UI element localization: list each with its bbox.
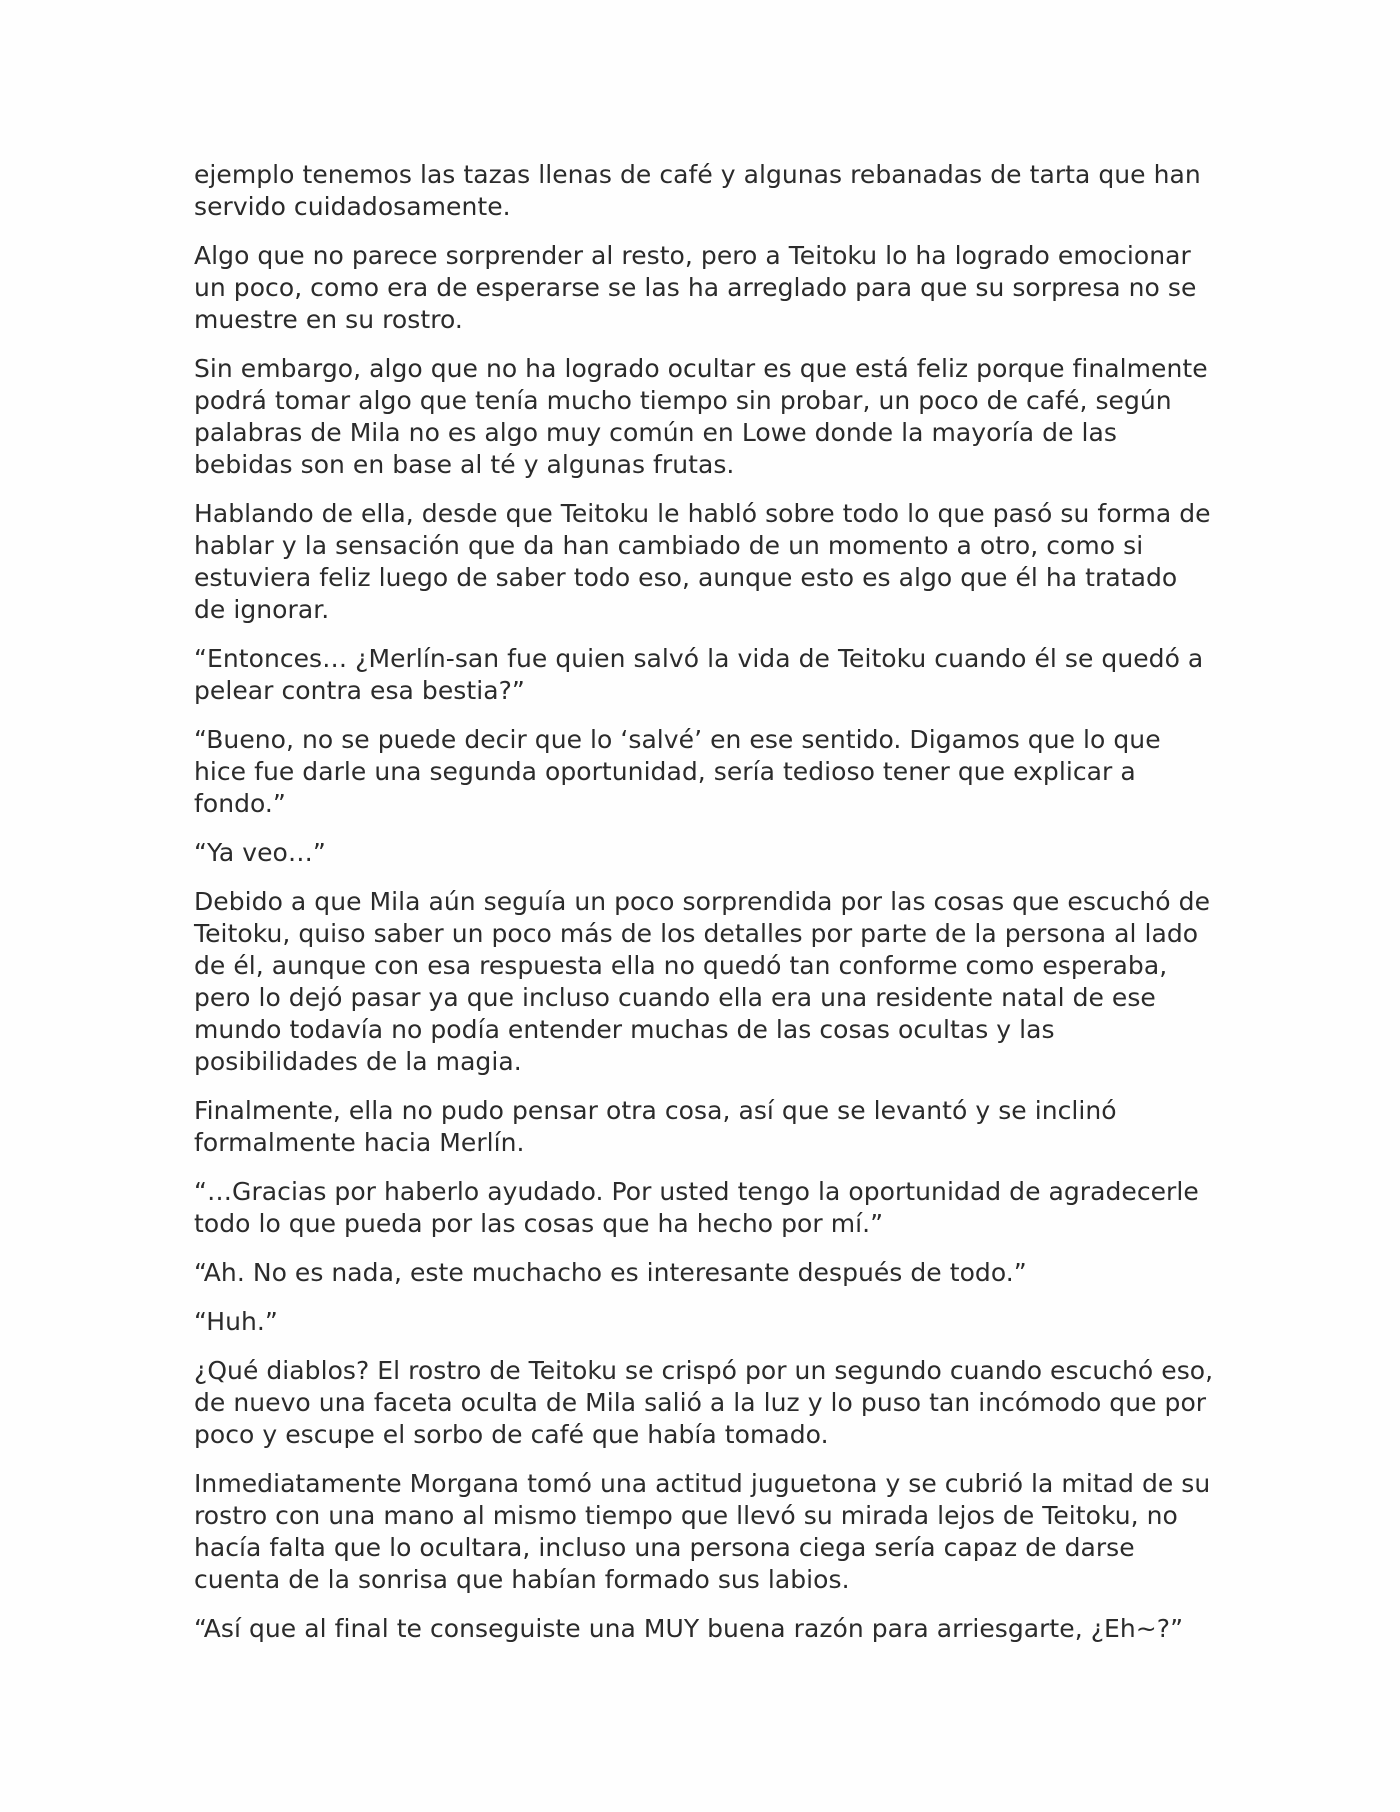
document-body <box>194 159 1214 1662</box>
paragraph: ejemplo tenemos las tazas llenas de café y algunas rebanadas de tarta que han servido cuidadosamente. <box>194 160 1201 221</box>
dialogue-line: “Entonces… ¿Merlín-san fue quien salvó la vida de Teitoku cuando él se quedó a pelear contra esa bestia?” <box>194 644 1204 705</box>
dialogue-line: “Bueno, no se puede decir que lo ‘salvé’ en ese sentido. Digamos que lo que hice fue darle una segunda oportunidad, sería tedioso tener que explicar a fondo.” <box>194 725 1161 818</box>
paragraph: Debido a que Mila aún seguía un poco sorprendida por las cosas que escuchó de Teitoku, quiso saber un poco más de los detalles por parte de la persona al lado de él, aunque con esa respuesta ella no quedó tan conforme como esperaba, pero lo dejó pasar ya que incluso cuando ella era una residente natal de ese mundo todavía no podía entender muchas de las cosas ocultas y las posibilidades de la magia. <box>194 887 1210 1076</box>
dialogue-line: “Ah. No es nada, este muchacho es interesante después de todo.” <box>194 1258 1027 1287</box>
dialogue-line: “Huh.” <box>194 1307 278 1336</box>
paragraph: Finalmente, ella no pudo pensar otra cosa, así que se levantó y se inclinó formalmente hacia Merlín. <box>194 1096 1117 1157</box>
dialogue-line: “…Gracias por haberlo ayudado. Por usted tengo la oportunidad de agradecerle todo lo que pueda por las cosas que ha hecho por mí.” <box>194 1177 1199 1238</box>
paragraph: Inmediatamente Morgana tomó una actitud juguetona y se cubrió la mitad de su rostro con una mano al mismo tiempo que llevó su mirada lejos de Teitoku, no hacía falta que lo ocultara, incluso una persona ciega sería capaz de darse cuenta de la sonrisa que habían formado sus labios. <box>194 1469 1211 1594</box>
paragraph: Hablando de ella, desde que Teitoku le habló sobre todo lo que pasó su forma de hablar y la sensación que da han cambiado de un momento a otro, como si estuviera feliz luego de saber todo eso, aunque esto es algo que él ha tratado de ignorar. <box>194 499 1211 624</box>
paragraph: Sin embargo, algo que no ha logrado ocultar es que está feliz porque finalmente podrá tomar algo que tenía mucho tiempo sin probar, un poco de café, según palabras de Mila no es algo muy común en Lowe donde la mayoría de las bebidas son en base al té y algunas frutas. <box>194 354 1208 479</box>
paragraph: Algo que no parece sorprender al resto, pero a Teitoku lo ha logrado emocionar un poco, como era de esperarse se las ha arreglado para que su sorpresa no se muestre en su rostro. <box>194 241 1197 334</box>
dialogue-line: “Ya veo…” <box>194 838 326 867</box>
dialogue-line: “Así que al final te conseguiste una MUY buena razón para arriesgarte, ¿Eh~?” <box>194 1614 1184 1643</box>
paragraph: ¿Qué diablos? El rostro de Teitoku se crispó por un segundo cuando escuchó eso, de nuevo una faceta oculta de Mila salió a la luz y lo puso tan incómodo que por poco y escupe el sorbo de café que había tomado. <box>194 1356 1214 1449</box>
